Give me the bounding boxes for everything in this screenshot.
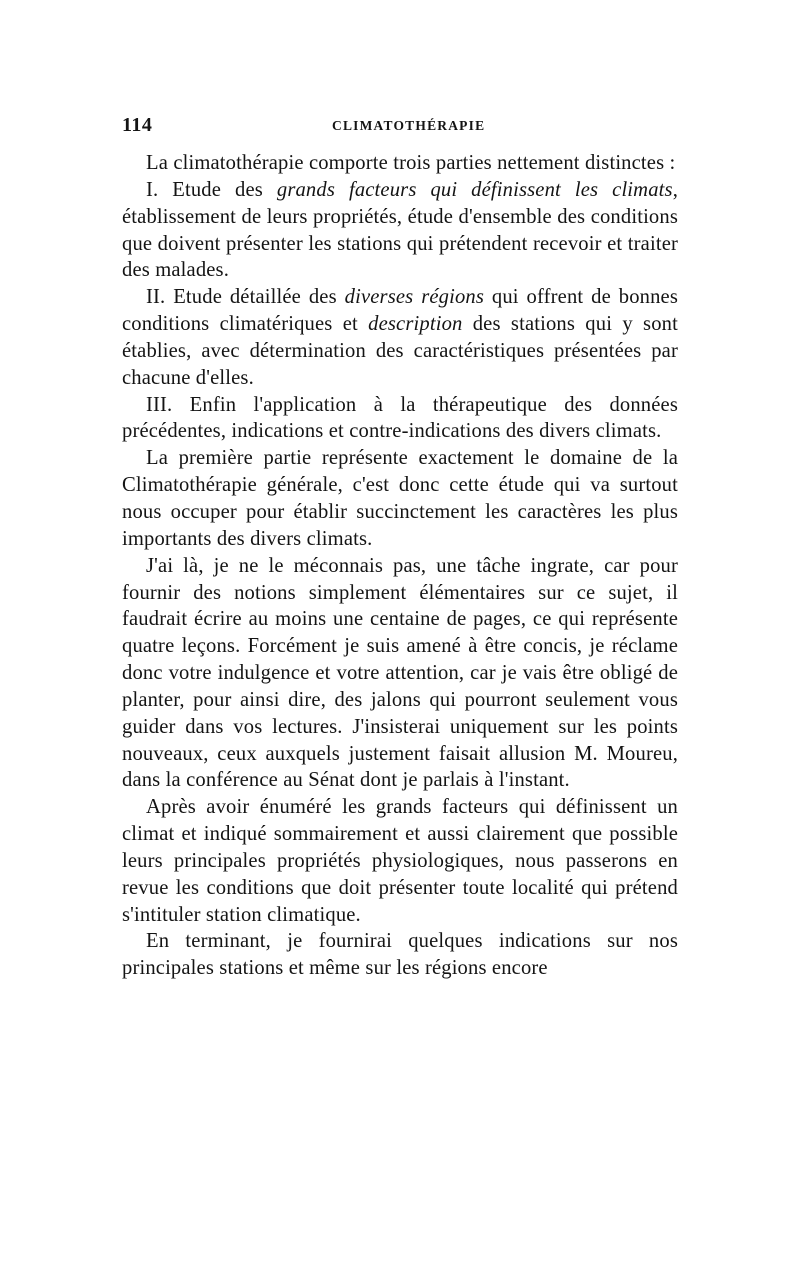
page-number: 114 [122, 114, 153, 136]
paragraph-part-two [122, 284, 678, 391]
page-header [122, 114, 678, 138]
text-run: des stations qui y sont établies, avec détermination des caractéristiques présentées par chacune d'elles. [122, 313, 678, 389]
paragraph-closing: En terminant, je fournirai quelques indications sur nos principales stations et même sur les régions encore [122, 930, 678, 980]
paragraph-first-part-domain: La première partie représente exactement le domaine de la Climatothérapie générale, c'est donc cette étude qui va surtout nous occuper pour établir succinctement les caractères les plus importants des divers climats. [122, 447, 678, 550]
emphasis: grands facteurs qui définissent les climats [276, 178, 673, 201]
paragraph-part-one [122, 177, 678, 284]
paragraph-part-three: III. Enfin l'application à la thérapeutique des données précédentes, indications et contre-indications des divers climats. [122, 393, 678, 443]
paragraph-intro: La climatothérapie comporte trois parties nettement distinctes : [146, 152, 676, 174]
body-text [122, 150, 678, 982]
emphasis: description [368, 313, 463, 336]
paragraph-plan: Après avoir énuméré les grands facteurs qui définissent un climat et indiqué sommairement et aussi clairement que possible leurs principales propriétés physiologiques, nous passerons en revue les conditions que doit présenter toute localité qui prétend s'intituler station climatique. [122, 796, 678, 926]
running-head: CLIMATOTHÉRAPIE [332, 118, 486, 133]
text-run: , établissement de leurs propriétés, étude d'ensemble des conditions que doivent présenter les stations qui prétendent recevoir et traiter des malades. [122, 178, 678, 282]
text-run: II. Etude détaillée des [146, 286, 345, 309]
emphasis: diverses régions [344, 286, 485, 309]
text-run: qui offrent de bonnes conditions climatériques et [122, 286, 679, 336]
text-run: I. Etude des [146, 178, 277, 201]
paragraph-task: J'ai là, je ne le méconnais pas, une tâche ingrate, car pour fournir des notions simplement élémentaires sur ce sujet, il faudrait écrire au moins une centaine de pages, ce qui représente quatre leçons. Forcément je suis amené à être concis, je réclame donc votre indulgence et votre attention, car je vais être obligé de planter, pour ainsi dire, des jalons qui pourront seulement vous guider dans vos lectures. J'insisterai uniquement sur les points nouveaux, ceux auxquels justement faisait allusion M. Moureu, dans la conférence au Sénat dont je parlais à l'instant. [122, 554, 678, 792]
